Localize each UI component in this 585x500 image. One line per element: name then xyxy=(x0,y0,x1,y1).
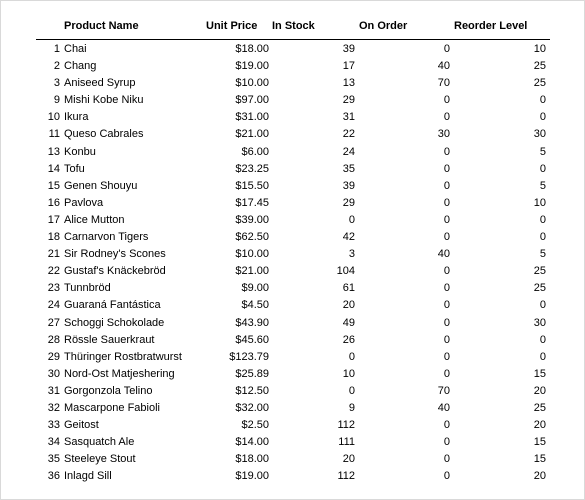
reorder-level-cell: 15 xyxy=(533,453,546,466)
unit-price-cell: $97.00 xyxy=(235,94,269,107)
product-id-cell: 31 xyxy=(47,384,60,397)
unit-price-cell: $10.00 xyxy=(235,248,269,261)
unit-price-cell: $4.50 xyxy=(241,299,269,312)
product-name-cell: Schoggi Schokolade xyxy=(64,316,165,329)
reorder-level-cell: 25 xyxy=(533,265,546,278)
table-row xyxy=(1,229,585,246)
product-id-cell: 36 xyxy=(47,470,60,483)
reorder-level-cell: 0 xyxy=(539,299,546,312)
product-id-cell: 29 xyxy=(47,350,60,363)
column-header-in-stock: In Stock xyxy=(272,20,315,32)
product-id-cell: 14 xyxy=(47,162,60,175)
product-id-cell: 3 xyxy=(53,77,60,90)
column-header-product-name: Product Name xyxy=(64,20,139,32)
product-name-cell: Sir Rodney's Scones xyxy=(64,248,166,261)
in-stock-cell: 35 xyxy=(342,162,355,175)
unit-price-cell: $21.00 xyxy=(235,265,269,278)
unit-price-cell: $12.50 xyxy=(235,384,269,397)
in-stock-cell: 39 xyxy=(342,43,355,55)
product-id-cell: 17 xyxy=(47,213,60,226)
on-order-cell: 0 xyxy=(443,179,450,192)
product-name-cell: Pavlova xyxy=(64,196,104,209)
on-order-cell: 0 xyxy=(443,350,450,363)
product-id-cell: 32 xyxy=(47,401,60,414)
reorder-level-cell: 25 xyxy=(533,401,546,414)
reorder-level-cell: 10 xyxy=(533,43,546,55)
in-stock-cell: 20 xyxy=(342,299,355,312)
unit-price-cell: $9.00 xyxy=(241,282,269,295)
table-row xyxy=(1,144,585,161)
on-order-cell: 0 xyxy=(443,282,450,295)
product-id-cell: 18 xyxy=(47,231,60,244)
product-name-cell: Genen Shouyu xyxy=(64,179,138,192)
table-row xyxy=(1,400,585,417)
column-header-reorder-level: Reorder Level xyxy=(454,20,528,32)
reorder-level-cell: 0 xyxy=(539,231,546,244)
in-stock-cell: 13 xyxy=(342,77,355,90)
in-stock-cell: 39 xyxy=(342,179,355,192)
product-name-cell: Inlagd Sill xyxy=(64,470,112,483)
column-header-unit-price: Unit Price xyxy=(206,20,258,32)
unit-price-cell: $10.00 xyxy=(235,77,269,90)
table-row xyxy=(1,195,585,212)
on-order-cell: 0 xyxy=(443,419,450,432)
product-name-cell: Queso Cabrales xyxy=(64,128,144,141)
unit-price-cell: $45.60 xyxy=(235,333,269,346)
unit-price-cell: $17.45 xyxy=(235,196,269,209)
reorder-level-cell: 30 xyxy=(533,316,546,329)
unit-price-cell: $62.50 xyxy=(235,231,269,244)
reorder-level-cell: 25 xyxy=(533,60,546,73)
product-name-cell: Ikura xyxy=(64,111,89,124)
reorder-level-cell: 0 xyxy=(539,162,546,175)
product-id-cell: 35 xyxy=(47,453,60,466)
unit-price-cell: $18.00 xyxy=(235,453,269,466)
on-order-cell: 70 xyxy=(437,384,450,397)
on-order-cell: 40 xyxy=(437,401,450,414)
on-order-cell: 0 xyxy=(443,94,450,107)
on-order-cell: 0 xyxy=(443,299,450,312)
in-stock-cell: 9 xyxy=(348,401,355,414)
reorder-level-cell: 25 xyxy=(533,282,546,295)
on-order-cell: 0 xyxy=(443,43,450,55)
in-stock-cell: 26 xyxy=(342,333,355,346)
on-order-cell: 0 xyxy=(443,213,450,226)
product-name-cell: Chang xyxy=(64,60,97,73)
table-row xyxy=(1,126,585,143)
product-name-cell: Konbu xyxy=(64,145,96,158)
reorder-level-cell: 5 xyxy=(539,145,546,158)
in-stock-cell: 42 xyxy=(342,231,355,244)
in-stock-cell: 29 xyxy=(342,196,355,209)
unit-price-cell: $19.00 xyxy=(235,470,269,483)
in-stock-cell: 49 xyxy=(342,316,355,329)
table-row xyxy=(1,212,585,229)
unit-price-cell: $2.50 xyxy=(241,419,269,432)
reorder-level-cell: 10 xyxy=(533,196,546,209)
reorder-level-cell: 20 xyxy=(533,419,546,432)
product-id-cell: 23 xyxy=(47,282,60,295)
table-row xyxy=(1,41,585,58)
product-id-cell: 28 xyxy=(47,333,60,346)
product-name-cell: Alice Mutton xyxy=(64,213,125,226)
unit-price-cell: $25.89 xyxy=(235,367,269,380)
product-id-cell: 13 xyxy=(47,145,60,158)
unit-price-cell: $21.00 xyxy=(235,128,269,141)
product-id-cell: 11 xyxy=(48,128,60,141)
reorder-level-cell: 5 xyxy=(539,248,546,261)
product-id-cell: 33 xyxy=(47,419,60,432)
in-stock-cell: 0 xyxy=(348,350,355,363)
product-name-cell: Tunnbröd xyxy=(64,282,111,295)
product-name-cell: Steeleye Stout xyxy=(64,453,136,466)
table-row xyxy=(1,297,585,314)
reorder-level-cell: 20 xyxy=(533,470,546,483)
product-name-cell: Gustaf's Knäckebröd xyxy=(64,265,166,278)
table-row xyxy=(1,246,585,263)
product-name-cell: Rössle Sauerkraut xyxy=(64,333,155,346)
reorder-level-cell: 25 xyxy=(533,77,546,90)
in-stock-cell: 0 xyxy=(348,213,355,226)
unit-price-cell: $39.00 xyxy=(235,213,269,226)
reorder-level-cell: 0 xyxy=(539,213,546,226)
reorder-level-cell: 0 xyxy=(539,350,546,363)
table-row xyxy=(1,92,585,109)
reorder-level-cell: 20 xyxy=(533,384,546,397)
on-order-cell: 40 xyxy=(437,248,450,261)
product-name-cell: Nord-Ost Matjeshering xyxy=(64,367,175,380)
in-stock-cell: 3 xyxy=(348,248,355,261)
unit-price-cell: $31.00 xyxy=(235,111,269,124)
table-row xyxy=(1,58,585,75)
on-order-cell: 0 xyxy=(443,265,450,278)
reorder-level-cell: 0 xyxy=(539,111,546,124)
product-id-cell: 30 xyxy=(47,367,60,380)
product-name-cell: Chai xyxy=(64,43,87,55)
reorder-level-cell: 0 xyxy=(539,94,546,107)
unit-price-cell: $23.25 xyxy=(235,162,269,175)
product-id-cell: 1 xyxy=(53,43,60,55)
table-row xyxy=(1,109,585,126)
on-order-cell: 0 xyxy=(443,316,450,329)
in-stock-cell: 20 xyxy=(342,453,355,466)
table-row xyxy=(1,417,585,434)
in-stock-cell: 61 xyxy=(342,282,355,295)
in-stock-cell: 17 xyxy=(342,60,355,73)
on-order-cell: 0 xyxy=(443,453,450,466)
table-row xyxy=(1,315,585,332)
in-stock-cell: 111 xyxy=(338,436,355,449)
table-row xyxy=(1,161,585,178)
product-name-cell: Geitost xyxy=(64,419,99,432)
on-order-cell: 0 xyxy=(443,162,450,175)
on-order-cell: 0 xyxy=(443,333,450,346)
product-name-cell: Guaraná Fantástica xyxy=(64,299,161,312)
product-id-cell: 9 xyxy=(53,94,60,107)
reorder-level-cell: 15 xyxy=(533,367,546,380)
product-id-cell: 24 xyxy=(47,299,60,312)
in-stock-cell: 24 xyxy=(342,145,355,158)
unit-price-cell: $19.00 xyxy=(235,60,269,73)
table-row xyxy=(1,332,585,349)
table-row xyxy=(1,280,585,297)
in-stock-cell: 31 xyxy=(342,111,355,124)
product-name-cell: Carnarvon Tigers xyxy=(64,231,149,244)
table-row xyxy=(1,349,585,366)
in-stock-cell: 22 xyxy=(342,128,355,141)
product-name-cell: Mishi Kobe Niku xyxy=(64,94,144,107)
in-stock-cell: 0 xyxy=(348,384,355,397)
unit-price-cell: $123.79 xyxy=(229,350,269,363)
in-stock-cell: 112 xyxy=(337,419,355,432)
product-id-cell: 27 xyxy=(47,316,60,329)
product-id-cell: 10 xyxy=(47,111,60,124)
on-order-cell: 0 xyxy=(443,231,450,244)
on-order-cell: 0 xyxy=(443,111,450,124)
unit-price-cell: $15.50 xyxy=(235,179,269,192)
reorder-level-cell: 30 xyxy=(533,128,546,141)
table-header xyxy=(1,1,585,32)
unit-price-cell: $6.00 xyxy=(241,145,269,158)
product-id-cell: 22 xyxy=(47,265,60,278)
unit-price-cell: $14.00 xyxy=(235,436,269,449)
reorder-level-cell: 0 xyxy=(539,333,546,346)
table-row xyxy=(1,451,585,468)
product-id-cell: 21 xyxy=(47,248,60,261)
product-name-cell: Tofu xyxy=(64,162,85,175)
product-name-cell: Mascarpone Fabioli xyxy=(64,401,160,414)
unit-price-cell: $18.00 xyxy=(235,43,269,55)
table-row xyxy=(1,383,585,400)
on-order-cell: 0 xyxy=(443,436,450,449)
on-order-cell: 30 xyxy=(437,128,450,141)
product-name-cell: Gorgonzola Telino xyxy=(64,384,153,397)
product-id-cell: 16 xyxy=(47,196,60,209)
table-row xyxy=(1,75,585,92)
product-id-cell: 2 xyxy=(53,60,60,73)
table-row xyxy=(1,366,585,383)
reorder-level-cell: 15 xyxy=(533,436,546,449)
product-id-cell: 15 xyxy=(47,179,60,192)
table-row xyxy=(1,468,585,485)
table-row xyxy=(1,178,585,195)
table-row xyxy=(1,263,585,280)
table-body xyxy=(1,41,585,485)
reorder-level-cell: 5 xyxy=(539,179,546,192)
product-name-cell: Sasquatch Ale xyxy=(64,436,135,449)
table-row xyxy=(1,434,585,451)
in-stock-cell: 10 xyxy=(342,367,355,380)
unit-price-cell: $43.90 xyxy=(235,316,269,329)
product-id-cell: 34 xyxy=(47,436,60,449)
column-header-on-order: On Order xyxy=(359,20,408,32)
on-order-cell: 0 xyxy=(443,367,450,380)
on-order-cell: 70 xyxy=(437,77,450,90)
header-divider xyxy=(36,39,550,40)
on-order-cell: 0 xyxy=(443,470,450,483)
in-stock-cell: 29 xyxy=(342,94,355,107)
unit-price-cell: $32.00 xyxy=(235,401,269,414)
on-order-cell: 0 xyxy=(443,145,450,158)
in-stock-cell: 104 xyxy=(336,265,355,278)
on-order-cell: 40 xyxy=(437,60,450,73)
on-order-cell: 0 xyxy=(443,196,450,209)
product-name-cell: Thüringer Rostbratwurst xyxy=(64,350,182,363)
product-name-cell: Aniseed Syrup xyxy=(64,77,136,90)
in-stock-cell: 112 xyxy=(337,470,355,483)
